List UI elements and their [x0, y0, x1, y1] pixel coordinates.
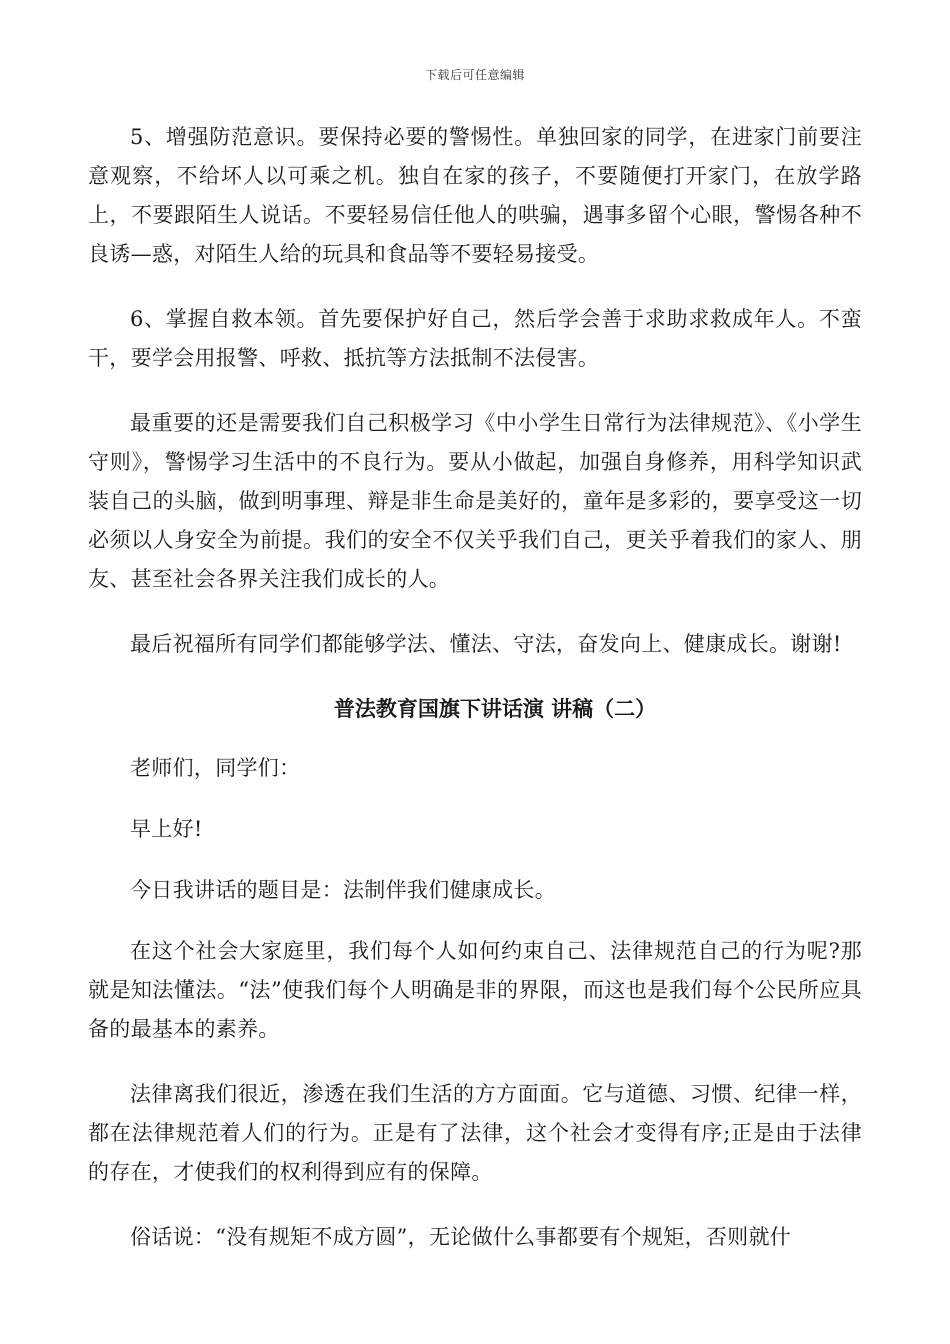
paragraph-greeting-audience: 老师们，同学们：: [130, 756, 301, 780]
paragraph-closing-wishes: 最后祝福所有同学们都能够学法、懂法、守法，奋发向上、健康成长。谢谢!: [130, 632, 842, 656]
paragraph-good-morning: 早上好!: [130, 817, 203, 841]
document-body: [88, 118, 862, 1283]
paragraph-most-important: 最重要的还是需要我们自己积极学习《中小学生日常行为法律规范》、《小学生守则》，警惕学习生活中的不良行为。要从小做起，加强自身修养，用科学知识武装自己的头脑，做到明事理、辩是非生命是美好的，童年是多彩的，要享受这一切必须以人身安全为前提。我们的安全不仅关乎我们自己，更关乎着我们的家人、朋友、甚至社会各界关注我们成长的人。: [88, 411, 862, 591]
paragraph-know-the-law: 在这个社会大家庭里，我们每个人如何约束自己、法律规范自己的行为呢?那就是知法懂法。“法”使我们每个人明确是非的界限，而这也是我们每个公民所应具备的最基本的素养。: [88, 939, 862, 1041]
paragraph-safety-awareness: 5、增强防范意识。要保持必要的警惕性。单独回家的同学，在进家门前要注意观察，不给坏人以可乘之机。独自在家的孩子，不要随便打开家门，在放学路上，不要跟陌生人说话。不要轻易信任他人的哄骗，遇事多留个心眼，警惕各种不良诱—惑，对陌生人给的玩具和食品等不要轻易接受。: [88, 125, 862, 266]
paragraph-speech-topic: 今日我讲话的题目是：法制伴我们健康成长。: [130, 878, 556, 902]
header-note: 下载后可任意编辑: [424, 68, 525, 82]
paragraph-proverb: 俗话说：“没有规矩不成方圆”，无论做什么事都要有个规矩，否则就什: [130, 1225, 792, 1249]
paragraph-law-is-near: 法律离我们很近，渗透在我们生活的方方面面。它与道德、习惯、纪律一样，都在法律规范着人们的行为。正是有了法律，这个社会才变得有序;正是由于法律的存在，才使我们的权利得到应有的保障。: [88, 1082, 862, 1184]
section-title: 普法教育国旗下讲话演 讲稿（二）: [333, 697, 657, 721]
paragraph-self-rescue: 6、掌握自救本领。首先要保护好自己，然后学会善于求助求救成年人。不蛮干，要学会用报警、呼救、抵抗等方法抵制不法侵害。: [88, 307, 862, 370]
